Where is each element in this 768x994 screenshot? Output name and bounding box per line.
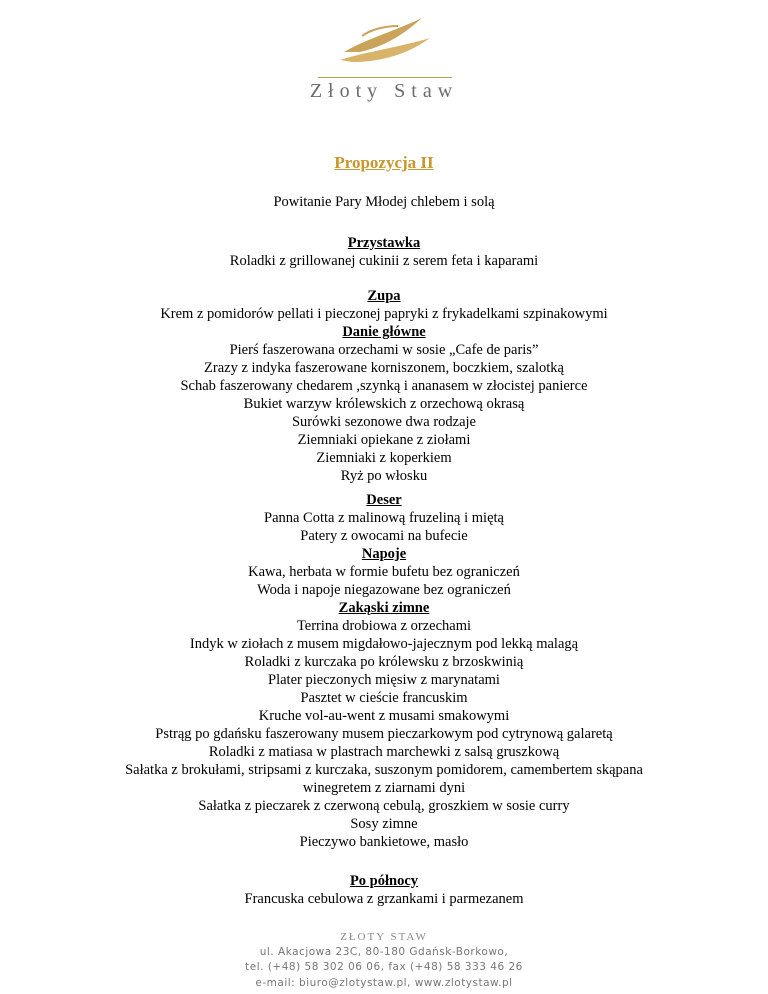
menu-item: Woda i napoje niegazowane bez ograniczeń xyxy=(257,582,511,598)
menu-item: Ziemniaki z koperkiem xyxy=(316,450,452,466)
menu-item: Schab faszerowany chedarem ,szynką i ananasem w złocistej panierce xyxy=(180,378,588,394)
menu-item: Zrazy z indyka faszerowane korniszonem, boczkiem, szalotką xyxy=(204,360,564,376)
page-title: Propozycja II xyxy=(334,153,434,172)
section-heading-po-polnocy: Po północy xyxy=(349,873,419,889)
footer-company-name: ZŁOTY STAW xyxy=(340,931,428,943)
footer-address: ul. Akacjowa 23C, 80-180 Gdańsk-Borkowo, xyxy=(259,946,509,958)
footer-phone: tel. (+48) 58 302 06 06, fax (+48) 58 333 46 26 xyxy=(245,961,523,973)
section-heading-przystawka: Przystawka xyxy=(347,235,421,251)
menu-item: winegretem z ziarnami dyni xyxy=(302,780,466,796)
menu-item: Francuska cebulowa z grzankami i parmezanem xyxy=(244,891,524,907)
menu-item: Sosy zimne xyxy=(350,816,418,832)
menu-item: Pierś faszerowana orzechami w sosie „Cafe de paris” xyxy=(229,342,539,358)
menu-item: Roladki z kurczaka po królewsku z brzoskwinią xyxy=(244,654,524,670)
section-heading-deser: Deser xyxy=(366,492,402,508)
section-heading-zupa: Zupa xyxy=(367,288,401,304)
section-heading-zakaski-zimne: Zakąski zimne xyxy=(338,600,430,616)
menu-item: Sałatka z pieczarek z czerwoną cebulą, groszkiem w sosie curry xyxy=(198,798,570,814)
footer-email: e-mail: biuro@zlotystaw.pl, www.zlotystaw.pl xyxy=(255,977,513,989)
menu-item: Kawa, herbata w formie bufetu bez ograniczeń xyxy=(248,564,520,580)
welcome-text: Powitanie Pary Młodej chlebem i solą xyxy=(273,194,495,210)
menu-item: Plater pieczonych mięsiw z marynatami xyxy=(268,672,500,688)
menu-item: Terrina drobiowa z orzechami xyxy=(296,618,472,634)
logo-area xyxy=(0,0,768,110)
menu-item: Roladki z grillowanej cukinii z serem feta i kaparami xyxy=(229,253,539,269)
section-heading-napoje: Napoje xyxy=(361,546,407,562)
menu-item: Ziemniaki opiekane z ziołami xyxy=(297,432,471,448)
menu-item: Pstrąg po gdańsku faszerowany musem pieczarkowym pod cytrynową galaretą xyxy=(155,726,613,742)
menu-item: Pieczywo bankietowe, masło xyxy=(299,834,469,850)
menu-item: Pasztet w cieście francuskim xyxy=(300,690,468,706)
brand-name: Złoty Staw xyxy=(309,80,459,102)
menu-item: Surówki sezonowe dwa rodzaje xyxy=(291,414,476,430)
menu-item: Krem z pomidorów pellati i pieczonej papryki z frykadelkami szpinakowymi xyxy=(160,306,608,322)
logo-divider xyxy=(318,77,452,78)
menu-item: Roladki z matiasa w plastrach marchewki z salsą gruszkową xyxy=(208,744,560,760)
menu-item: Indyk w ziołach z musem migdałowo-jajecznym pod lekką malagą xyxy=(189,636,579,652)
menu-item: Kruche vol-au-went z musami smakowymi xyxy=(258,708,510,724)
swan-wave-logo-icon xyxy=(334,12,434,74)
menu-item: Patery z owocami na bufecie xyxy=(300,528,468,544)
section-heading-danie-glowne: Danie główne xyxy=(342,324,426,340)
menu-item: Sałatka z brokułami, stripsami z kurczaka, suszonym pomidorem, camembertem skąpana xyxy=(125,762,643,778)
menu-item: Bukiet warzyw królewskich z orzechową okrasą xyxy=(243,396,525,412)
menu-item: Panna Cotta z malinową fruzeliną i miętą xyxy=(264,510,504,526)
menu-item: Ryż po włosku xyxy=(340,468,428,484)
